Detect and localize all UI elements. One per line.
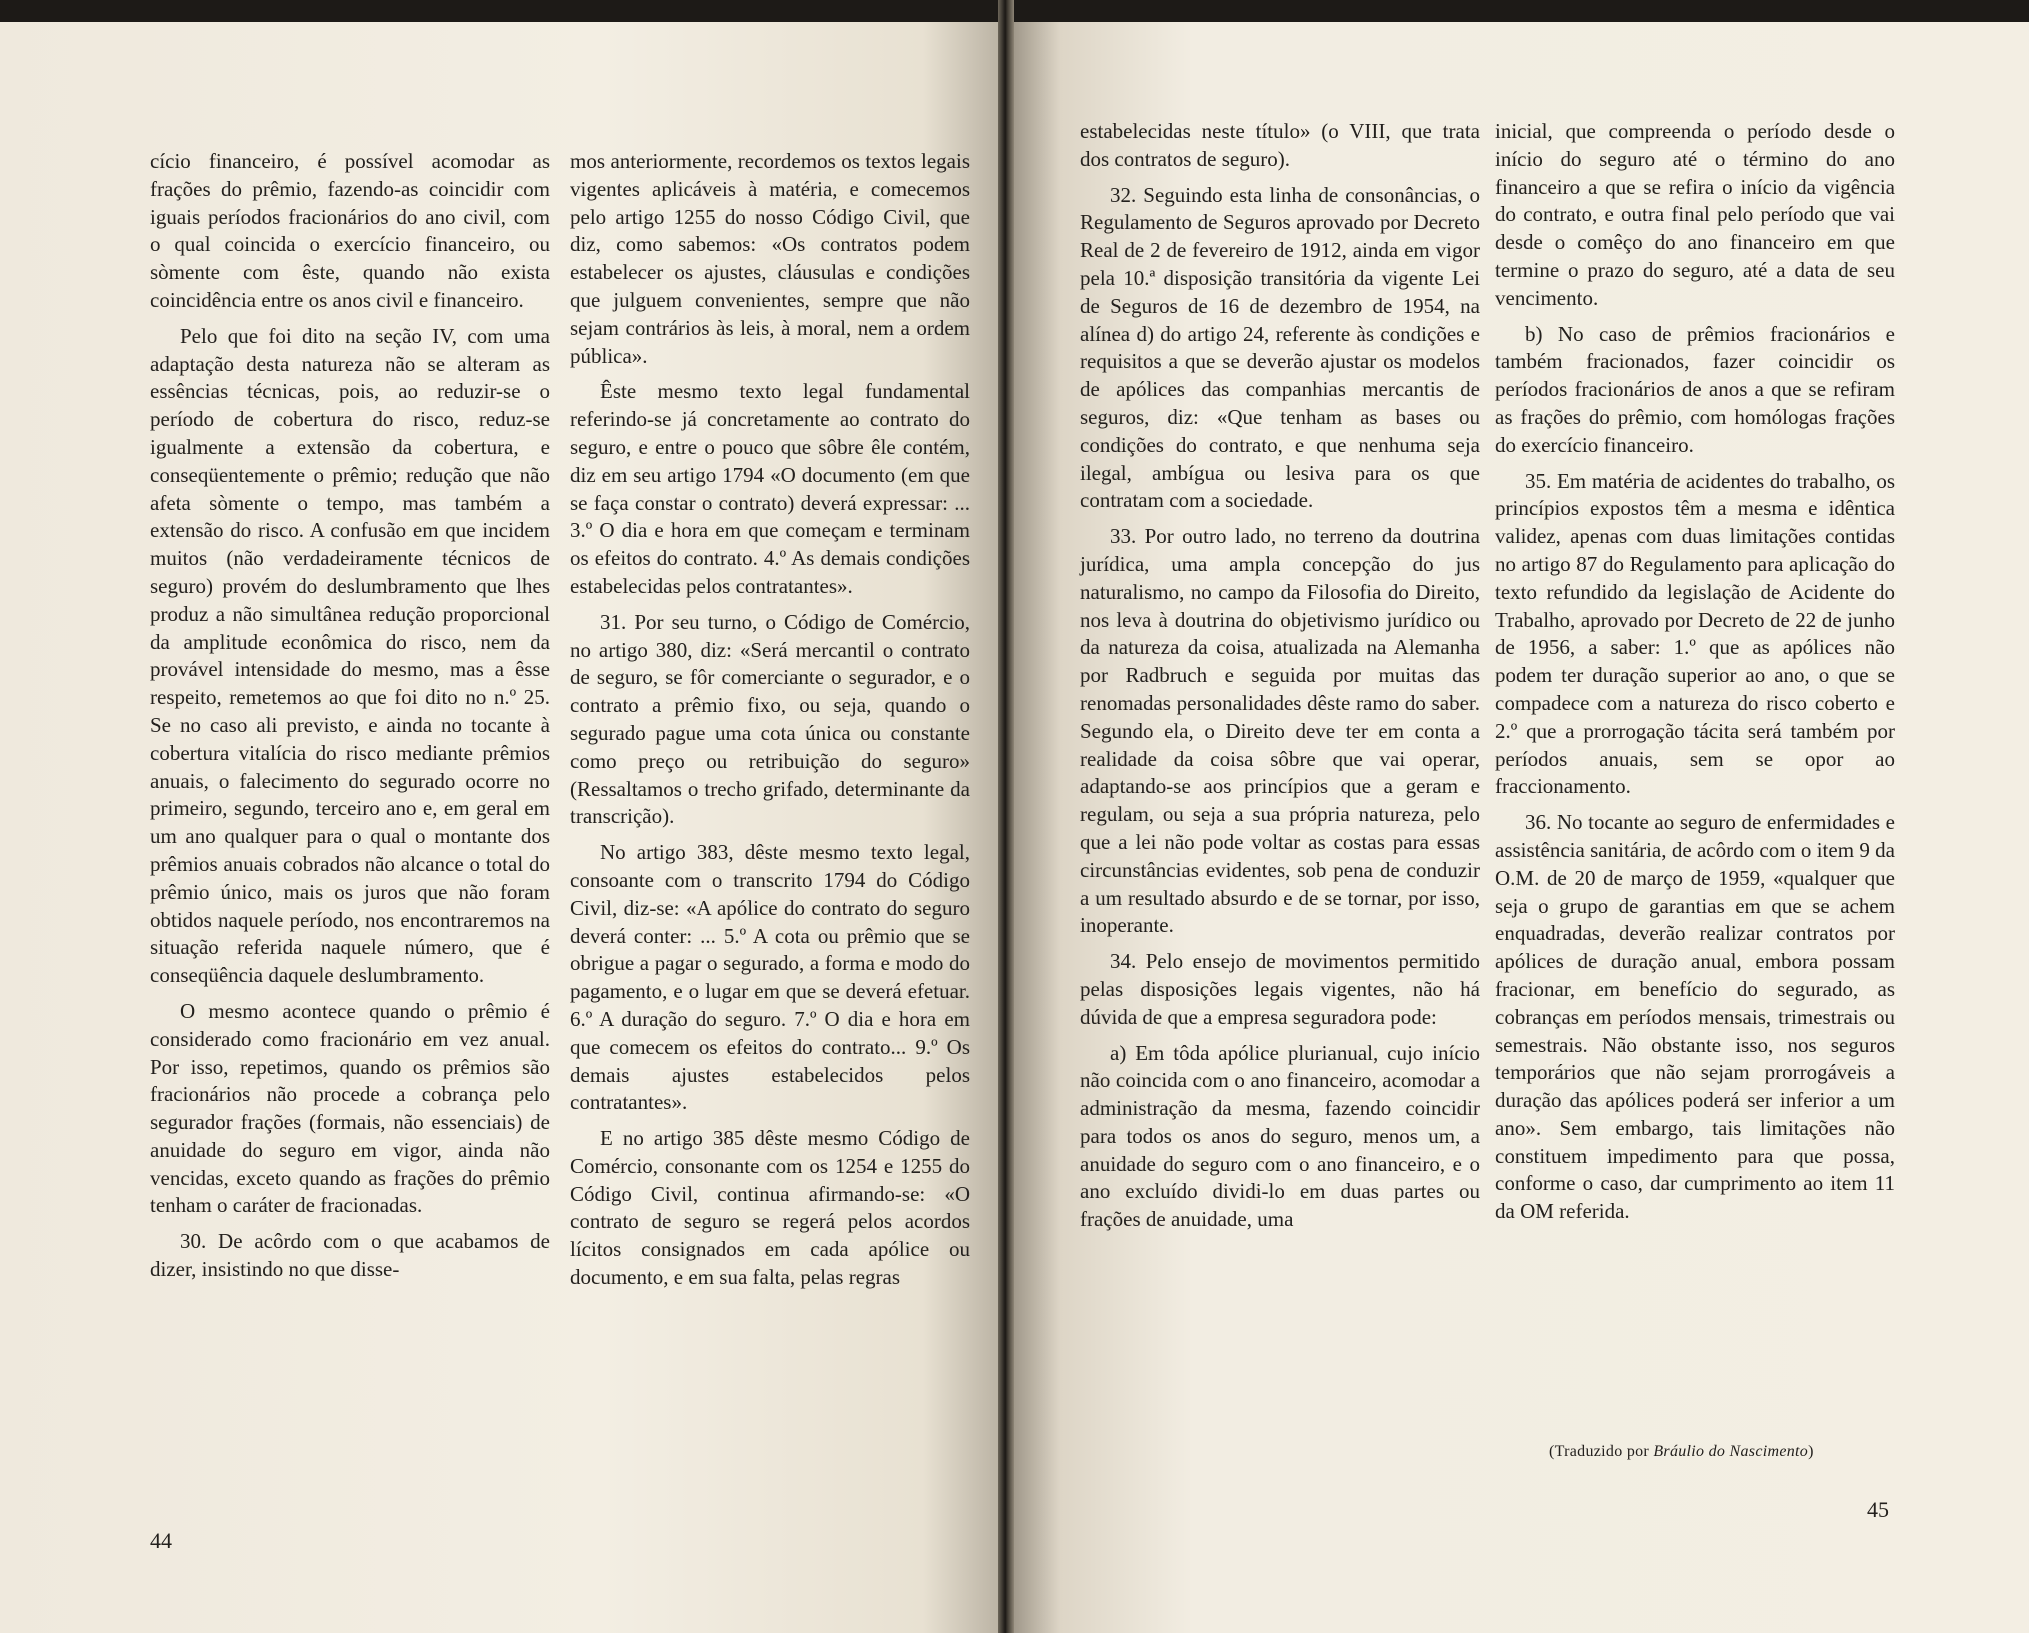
paragraph: inicial, que compreenda o período desde o início do seguro até o término do ano financeiro a que se refira o início da vigência do contrato, e outra final pelo período que vai desde o comêço do ano financeiro em que termine o prazo do seguro, até a data de seu vencimento. <box>1495 119 1895 310</box>
paragraph: O mesmo acontece quando o prêmio é considerado como fracionário em vez anual. Por isso, repetimos, quando os prêmios são fracionários não procede a cobrança pelo segurador frações (formais, não essenciais) de anuidade do seguro em vigor, ainda não vencidas, exceto quando as frações do prêmio tenham o caráter de fracionadas. <box>150 998 550 1218</box>
translator-name: Bráulio do Nascimento <box>1653 1443 1809 1460</box>
paragraph: cício financeiro, é possível acomodar as frações do prêmio, fazendo-as coincidir com iguais períodos fracionários do ano civil, com o qual coincida o exercício financeiro, ou sòmente com êste, quando não exista coincidência entre os anos civil e financeiro. <box>150 149 550 312</box>
paragraph: mos anteriormente, recordemos os textos legais vigentes aplicáveis à matéria, e comecemos pelo artigo 1255 do nosso Código Civil, que diz, como sabemos: «Os contratos podem estabelecer os ajustes, cláusulas e condições que julguem convenientes, sempre que não sejam contrários às leis, à moral, nem a ordem pública». <box>570 149 970 368</box>
paragraph: a) Em tôda apólice plurianual, cujo início não coincida com o ano financeiro, acomodar a administração da mesma, fazendo coincidir para todos os anos do seguro, menos um, a anuidade do seguro com o ano financeiro, e o ano excluído dividi-lo em duas partes ou frações de anuidade, uma <box>1080 1040 1480 1232</box>
column-2 <box>570 148 970 1300</box>
column-1 <box>150 148 550 1292</box>
page-number: 45 <box>1867 1497 1889 1522</box>
translator-credit <box>1549 1443 1814 1461</box>
paragraph: estabelecidas neste título» (o VIII, que trata dos contratos de seguro). <box>1080 119 1480 171</box>
page-number: 44 <box>150 1528 172 1553</box>
paragraph: Pelo que foi dito na seção IV, com uma adaptação desta natureza não se alteram as essências técnicas, pois, ao reduzir-se o período de cobertura do risco, reduz-se igualmente a extensão da cobertura, e conseqüentemente o prêmio; redução que não afeta sòmente o tempo, mas também a extensão do risco. A confusão em que incidem muitos (não verdadeiramente técnicos de seguro) provém do deslumbramento que lhes produz a não simultânea redução proporcional da amplitude econômica do risco, nem da provável intensidade do mesmo, mas a êsse respeito, remetemos ao que foi dito no n.º 25. Se no caso ali previsto, e ainda no tocante à cobertura vitalícia do risco mediante prêmios anuais, o falecimento do segurado ocorre no primeiro, segundo, terceiro ano e, em geral em um ano qualquer para o qual o montante dos prêmios anuais cobrados não alcance o total do prêmio único, mais os juros que não foram obtidos naquele período, nos encontraremos na situação referida naquele número, que é conseqüência daquele deslumbramento. <box>150 323 550 988</box>
book-gutter <box>998 0 1014 1633</box>
paragraph: 31. Por seu turno, o Código de Comércio, no artigo 380, diz: «Será mercantil o contrato de seguro, se fôr comerciante o segurador, e o contrato a prêmio fixo, ou seja, quando o segurado pague uma cota única ou constante como preço ou retribuição do seguro» (Ressaltamos o trecho grifado, determinante da transcrição). <box>570 609 970 829</box>
left-page <box>0 22 1003 1633</box>
credit-prefix: (Traduzido por <box>1549 1443 1654 1460</box>
column-3 <box>1080 118 1480 1242</box>
credit-suffix: ) <box>1808 1443 1814 1460</box>
paragraph: 33. Por outro lado, no terreno da doutrina jurídica, uma ampla concepção do jus naturalismo, no campo da Filosofia do Direito, nos leva à doutrina do objetivismo jurídico ou da natureza da coisa, atualizada na Alemanha por Radbruch e seguida por muitas das renomadas personalidades dêste ramo do saber. Segundo ela, o Direito deve ter em conta a realidade da coisa sôbre que vai operar, adaptando-se aos princípios que a geram e regulam, ou seja a sua própria natureza, pelo que a lei não pode voltar as costas para essas circunstâncias evidentes, sob pena de conduzir a um resultado absurdo e de se tornar, por isso, inoperante. <box>1080 524 1480 938</box>
paragraph: 35. Em matéria de acidentes do trabalho, os princípios expostos têm a mesma e idêntica validez, apenas com duas limitações contidas no artigo 87 do Regulamento para aplicação do texto refundido da legislação de Acidente do Trabalho, aprovado por Decreto de 22 de junho de 1956, a saber: 1.º que as apólices não podem ter duração superior ao ano, o que se compadece com a natureza do risco coberto e 2.º que a prorrogação tácita será também por períodos anuais, sem se opor ao fraccionamento. <box>1495 468 1895 799</box>
paragraph: 34. Pelo ensejo de movimentos permitido pelas disposições legais vigentes, não há dúvida de que a empresa seguradora pode: <box>1080 949 1480 1029</box>
right-page <box>1009 22 2029 1633</box>
paragraph: No artigo 383, dêste mesmo texto legal, consoante com o transcrito 1794 do Código Civil, diz-se: «A apólice do contrato do seguro deverá conter: ... 5.º A cota ou prêmio que se obrigue a pagar o segurado, a forma e modo do pagamento, e o lugar em que se deverá efetuar. 6.º A duração do seguro. 7.º O dia e hora em que comecem os efeitos do contrato... 9.º Os demais ajustes estabelecidos pelos contratantes». <box>570 840 970 1115</box>
paragraph: Êste mesmo texto legal fundamental referindo-se já concretamente ao contrato do seguro, e entre o pouco que sôbre êle contém, diz em seu artigo 1794 «O documento (em que se faça constar o contrato) deverá expressar: ... 3.º O dia e hora em que começam e terminam os efeitos do contrato. 4.º As demais condições estabelecidas pelos contratantes». <box>570 379 970 598</box>
paragraph: b) No caso de prêmios fracionários e também fracionados, fazer coincidir os períodos fracionários de anos a que se refiram as frações do prêmio, com homólogas frações do exercício financeiro. <box>1495 321 1895 457</box>
column-4 <box>1495 118 1895 1234</box>
paragraph: 30. De acôrdo com o que acabamos de dizer, insistindo no que disse- <box>150 1229 550 1282</box>
paragraph: 36. No tocante ao seguro de enfermidades e assistência sanitária, de acôrdo com o item 9 da O.M. de 20 de março de 1959, «qualquer que seja o grupo de garantias em que se achem enquadradas, deverão realizar contratos por apólices de duração anual, embora possam fracionar, em benefício do segurado, as cobranças em períodos mensais, trimestrais ou semestrais. Não obstante isso, nos seguros temporários que não sejam prorrogáveis a duração das apólices poderá ser inferior a um ano». Sem embargo, tais limitações não constituem impedimento para que possa, conforme o caso, dar cumprimento ao item 11 da OM referida. <box>1495 810 1895 1224</box>
paragraph: E no artigo 385 dêste mesmo Código de Comércio, consonante com os 1254 e 1255 do Código Civil, continua afirmando-se: «O contrato de seguro se regerá pelos acordos lícitos consignados em cada apólice ou documento, e em sua falta, pelas regras <box>570 1126 970 1290</box>
paragraph: 32. Seguindo esta linha de consonâncias, o Regulamento de Seguros aprovado por Decreto Real de 2 de fevereiro de 1912, ainda em vigor pela 10.ª disposição transitória da vigente Lei de Seguros de 16 de dezembro de 1954, na alínea d) do artigo 24, referente às condições e requisitos a que se deverão ajustar os modelos de apólices das companhias mercantis de seguros, diz: «Que tenham as bases ou condições do contrato, e que nenhuma seja ilegal, ambígua ou lesiva para os que contratam com a sociedade. <box>1080 182 1480 513</box>
